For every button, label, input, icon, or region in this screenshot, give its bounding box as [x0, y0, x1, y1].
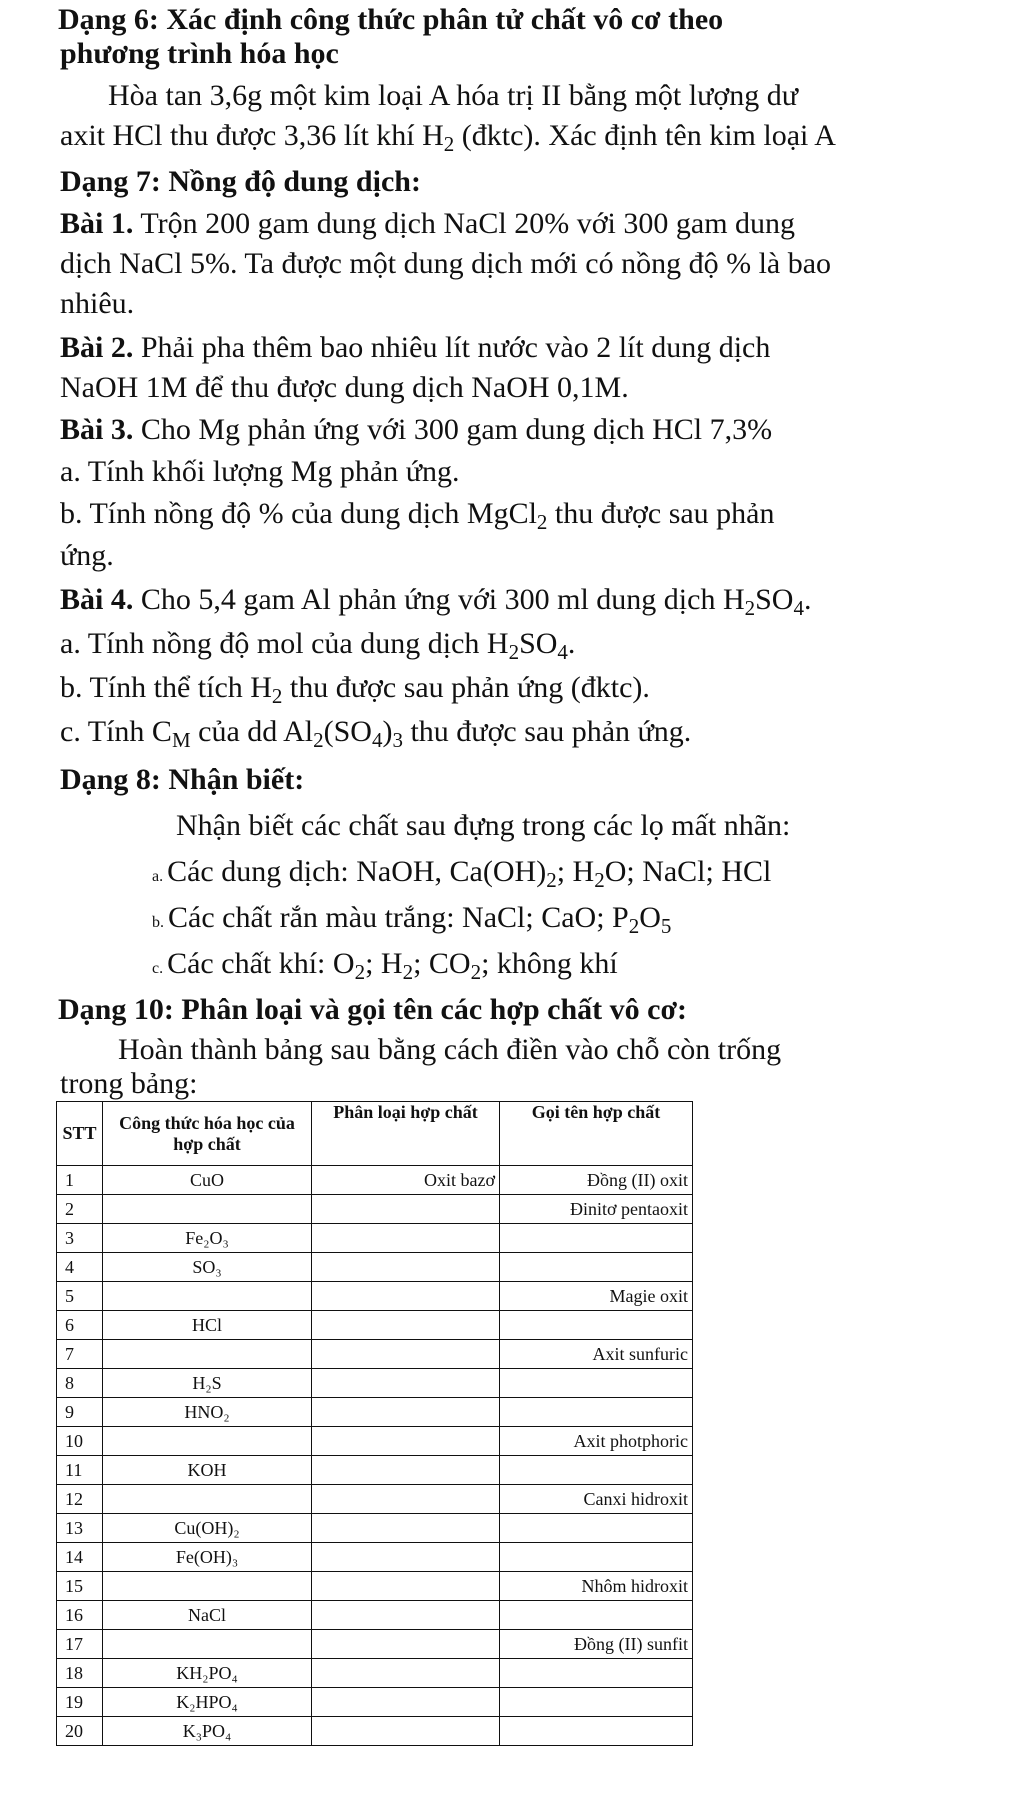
row-type [312, 1659, 500, 1688]
table-row [57, 1572, 693, 1601]
row-formula: K₃PO₄ [103, 1717, 312, 1746]
table-row [57, 1195, 693, 1224]
row-formula: SO₃ [103, 1253, 312, 1282]
bai3-line1: Bài 3. Cho Mg phản ứng với 300 gam dung dịch HCl 7,3% [60, 413, 773, 446]
row-stt: 16 [57, 1601, 103, 1630]
row-formula: HNO₂ [103, 1398, 312, 1427]
row-name: Canxi hidroxit [500, 1485, 693, 1514]
row-name: Đinitơ pentaoxit [500, 1195, 693, 1224]
header-stt: STT [57, 1102, 103, 1166]
bai3-question-a: a. Tính khối lượng Mg phản ứng. [60, 455, 460, 488]
row-formula: HCl [103, 1311, 312, 1340]
row-type [312, 1601, 500, 1630]
dang10-title: Dạng 10: Phân loại và gọi tên các hợp chất vô cơ: [58, 993, 688, 1026]
table-row [57, 1369, 693, 1398]
row-type [312, 1456, 500, 1485]
row-stt: 11 [57, 1456, 103, 1485]
table-row [57, 1340, 693, 1369]
dang8-title: Dạng 8: Nhận biết: [60, 763, 305, 796]
row-type [312, 1688, 500, 1717]
row-stt: 12 [57, 1485, 103, 1514]
row-type [312, 1543, 500, 1572]
row-formula [103, 1195, 312, 1224]
row-stt: 19 [57, 1688, 103, 1717]
table-row [57, 1456, 693, 1485]
row-formula: Fe(OH)₃ [103, 1543, 312, 1572]
table-row [57, 1543, 693, 1572]
row-formula: CuO [103, 1166, 312, 1195]
table-row [57, 1282, 693, 1311]
table-header-row [57, 1102, 693, 1166]
row-stt: 2 [57, 1195, 103, 1224]
row-formula [103, 1572, 312, 1601]
dang8-intro: Nhận biết các chất sau đựng trong các lọ mất nhãn: [176, 809, 791, 842]
row-formula: H₂S [103, 1369, 312, 1398]
header-type: Phân loại hợp chất [312, 1102, 500, 1166]
row-name: Axit sunfuric [500, 1340, 693, 1369]
row-stt: 5 [57, 1282, 103, 1311]
header-formula: Công thức hóa học của hợp chất [103, 1102, 312, 1166]
row-type [312, 1253, 500, 1282]
row-stt: 14 [57, 1543, 103, 1572]
row-name [500, 1717, 693, 1746]
table-row [57, 1224, 693, 1253]
row-formula [103, 1630, 312, 1659]
row-stt: 3 [57, 1224, 103, 1253]
row-formula [103, 1427, 312, 1456]
row-stt: 6 [57, 1311, 103, 1340]
row-formula: Cu(OH)₂ [103, 1514, 312, 1543]
row-name [500, 1398, 693, 1427]
row-type [312, 1630, 500, 1659]
row-name [500, 1659, 693, 1688]
table-row [57, 1398, 693, 1427]
header-name: Gọi tên hợp chất [500, 1102, 693, 1166]
dang6-problem-line1: Hòa tan 3,6g một kim loại A hóa trị II bằng một lượng dư [108, 79, 798, 112]
table-row [57, 1659, 693, 1688]
bai2-line1: Bài 2. Phải pha thêm bao nhiêu lít nước vào 2 lít dung dịch [60, 331, 771, 364]
row-name [500, 1224, 693, 1253]
table-row [57, 1688, 693, 1717]
row-type: Oxit bazơ [312, 1166, 500, 1195]
bai3-question-b: b. Tính nồng độ % của dung dịch MgCl$_2$ thu được sau phản [60, 497, 775, 534]
bai3-question-b-cont: ứng. [60, 539, 114, 572]
bai4-question-c: c. Tính $C_M$ của dd $Al_2(SO_4)_3$ thu được sau phản ứng. [60, 715, 692, 752]
dang8-item-c: c. Các chất khí: $O_2$; $H_2$; $CO_2$; không khí [152, 947, 618, 984]
row-name [500, 1456, 693, 1485]
row-stt: 7 [57, 1340, 103, 1369]
row-name [500, 1601, 693, 1630]
row-stt: 10 [57, 1427, 103, 1456]
bai1-line2: dịch NaCl 5%. Ta được một dung dịch mới có nồng độ % là bao [60, 247, 832, 280]
row-name [500, 1311, 693, 1340]
dang7-title: Dạng 7: Nồng độ dung dịch: [60, 165, 421, 198]
row-type [312, 1572, 500, 1601]
row-name [500, 1543, 693, 1572]
row-formula: KOH [103, 1456, 312, 1485]
row-type [312, 1282, 500, 1311]
bai1-line1: Bài 1. Trộn 200 gam dung dịch NaCl 20% với 300 gam dung [60, 207, 796, 240]
dang10-intro-line1: Hoàn thành bảng sau bằng cách điền vào chỗ còn trống [118, 1033, 782, 1066]
table-row [57, 1311, 693, 1340]
bai1-line3: nhiêu. [60, 287, 135, 320]
dang6-problem-line2: axit HCl thu được 3,36 lít khí $H_2$ (đktc). Xác định tên kim loại A [60, 119, 836, 156]
row-stt: 8 [57, 1369, 103, 1398]
table-row [57, 1253, 693, 1282]
row-type [312, 1195, 500, 1224]
row-formula: KH₂PO₄ [103, 1659, 312, 1688]
row-stt: 1 [57, 1166, 103, 1195]
table-body [57, 1166, 693, 1746]
row-stt: 9 [57, 1398, 103, 1427]
table-row [57, 1166, 693, 1195]
row-type [312, 1427, 500, 1456]
dang6-title-cont: phương trình hóa học [60, 37, 339, 70]
row-formula: NaCl [103, 1601, 312, 1630]
row-name [500, 1253, 693, 1282]
row-name: Magie oxit [500, 1282, 693, 1311]
row-name: Axit photphoric [500, 1427, 693, 1456]
dang8-item-a: a. Các dung dịch: NaOH, $Ca(OH)_2$; $H_2O$; NaCl; HCl [152, 855, 772, 892]
table-row [57, 1630, 693, 1659]
table-row [57, 1717, 693, 1746]
bai4-line1: Bài 4. Cho 5,4 gam Al phản ứng với 300 ml dung dịch $H_2SO_4$. [60, 583, 812, 620]
bai2-line2: NaOH 1M để thu được dung dịch NaOH 0,1M. [60, 371, 629, 404]
dang10-intro-line2: trong bảng: [60, 1067, 198, 1100]
row-stt: 17 [57, 1630, 103, 1659]
row-type [312, 1717, 500, 1746]
row-type [312, 1398, 500, 1427]
row-formula [103, 1485, 312, 1514]
row-name: Nhôm hidroxit [500, 1572, 693, 1601]
row-formula: K₂HPO₄ [103, 1688, 312, 1717]
table-row [57, 1485, 693, 1514]
row-stt: 13 [57, 1514, 103, 1543]
row-stt: 4 [57, 1253, 103, 1282]
compound-table [56, 1101, 693, 1746]
row-type [312, 1340, 500, 1369]
row-name [500, 1369, 693, 1398]
row-type [312, 1369, 500, 1398]
row-type [312, 1224, 500, 1253]
row-name: Đồng (II) sunfit [500, 1630, 693, 1659]
row-stt: 15 [57, 1572, 103, 1601]
row-type [312, 1514, 500, 1543]
row-stt: 18 [57, 1659, 103, 1688]
row-stt: 20 [57, 1717, 103, 1746]
table-row [57, 1514, 693, 1543]
row-type [312, 1485, 500, 1514]
row-formula [103, 1340, 312, 1369]
row-formula: Fe₂O₃ [103, 1224, 312, 1253]
row-name [500, 1514, 693, 1543]
bai4-question-a: a. Tính nồng độ mol của dung dịch $H_2SO_4$. [60, 627, 576, 664]
bai4-question-b: b. Tính thể tích $H_2$ thu được sau phản ứng (đktc). [60, 671, 650, 708]
table-row [57, 1427, 693, 1456]
dang8-item-b: b. Các chất rắn màu trắng: NaCl; CaO; $P_2O_5$ [152, 901, 672, 938]
row-formula [103, 1282, 312, 1311]
row-name: Đồng (II) oxit [500, 1166, 693, 1195]
table-row [57, 1601, 693, 1630]
row-name [500, 1688, 693, 1717]
dang6-title: Dạng 6: Xác định công thức phân tử chất vô cơ theo [58, 3, 724, 36]
row-type [312, 1311, 500, 1340]
